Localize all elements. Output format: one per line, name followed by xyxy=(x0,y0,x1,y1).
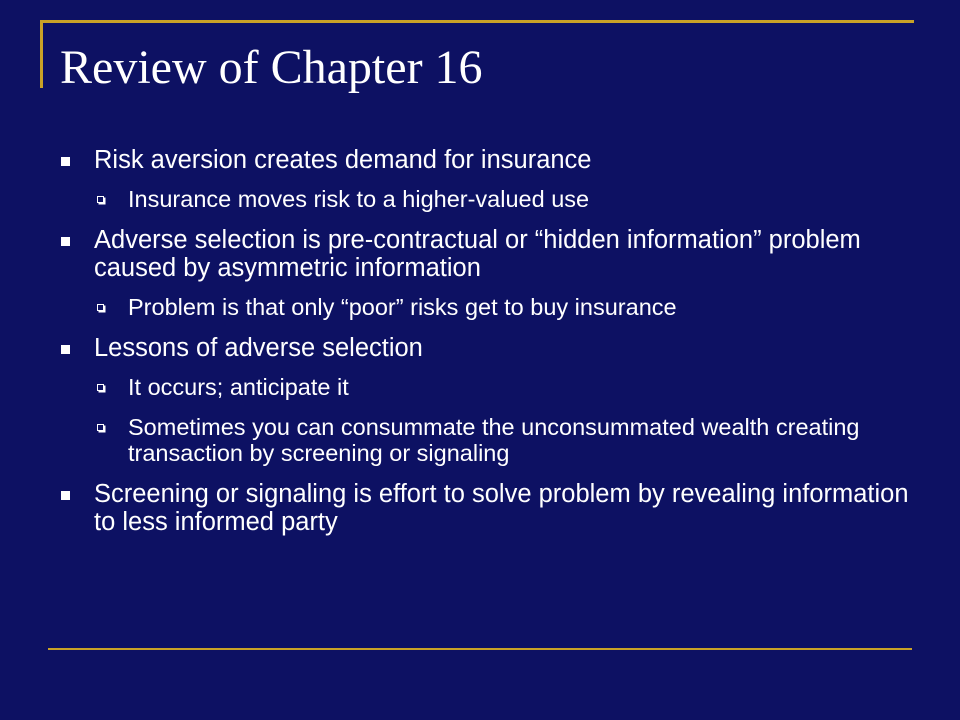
sub-bullet-item xyxy=(60,186,910,212)
sub-bullet-text: Insurance moves risk to a higher-valued use xyxy=(128,186,590,212)
bullet-text: Screening or signaling is effort to solve problem by revealing information to less informed party xyxy=(94,480,909,536)
slide-title: Review of Chapter 16 xyxy=(60,41,483,94)
hollow-square-bullet-icon xyxy=(97,304,104,311)
bullet-item xyxy=(60,334,910,362)
hollow-square-bullet-icon xyxy=(97,196,104,203)
top-accent-rule xyxy=(40,20,914,23)
sub-bullet-item xyxy=(60,374,910,400)
bullet-item xyxy=(60,146,910,174)
bullet-text: Risk aversion creates demand for insurance xyxy=(94,146,592,174)
bullet-text: Lessons of adverse selection xyxy=(94,334,423,362)
left-accent-rule xyxy=(40,20,43,88)
sub-bullet-text: It occurs; anticipate it xyxy=(128,374,349,400)
filled-square-bullet-icon xyxy=(61,237,70,246)
sub-bullet-text: Problem is that only “poor” risks get to buy insurance xyxy=(128,294,677,320)
bottom-accent-rule xyxy=(48,648,912,650)
sub-bullet-text: Sometimes you can consummate the unconsummated wealth creating transaction by screening or signaling xyxy=(128,414,860,466)
bullet-item xyxy=(60,480,910,536)
bullet-list xyxy=(60,146,910,548)
hollow-square-bullet-icon xyxy=(97,384,104,391)
filled-square-bullet-icon xyxy=(61,491,70,500)
filled-square-bullet-icon xyxy=(61,345,70,354)
sub-bullet-item xyxy=(60,294,910,320)
bullet-text: Adverse selection is pre-contractual or “hidden information” problem caused by asymmetric information xyxy=(94,226,861,282)
hollow-square-bullet-icon xyxy=(97,424,104,431)
bullet-item xyxy=(60,226,910,282)
sub-bullet-item xyxy=(60,414,910,466)
filled-square-bullet-icon xyxy=(61,157,70,166)
